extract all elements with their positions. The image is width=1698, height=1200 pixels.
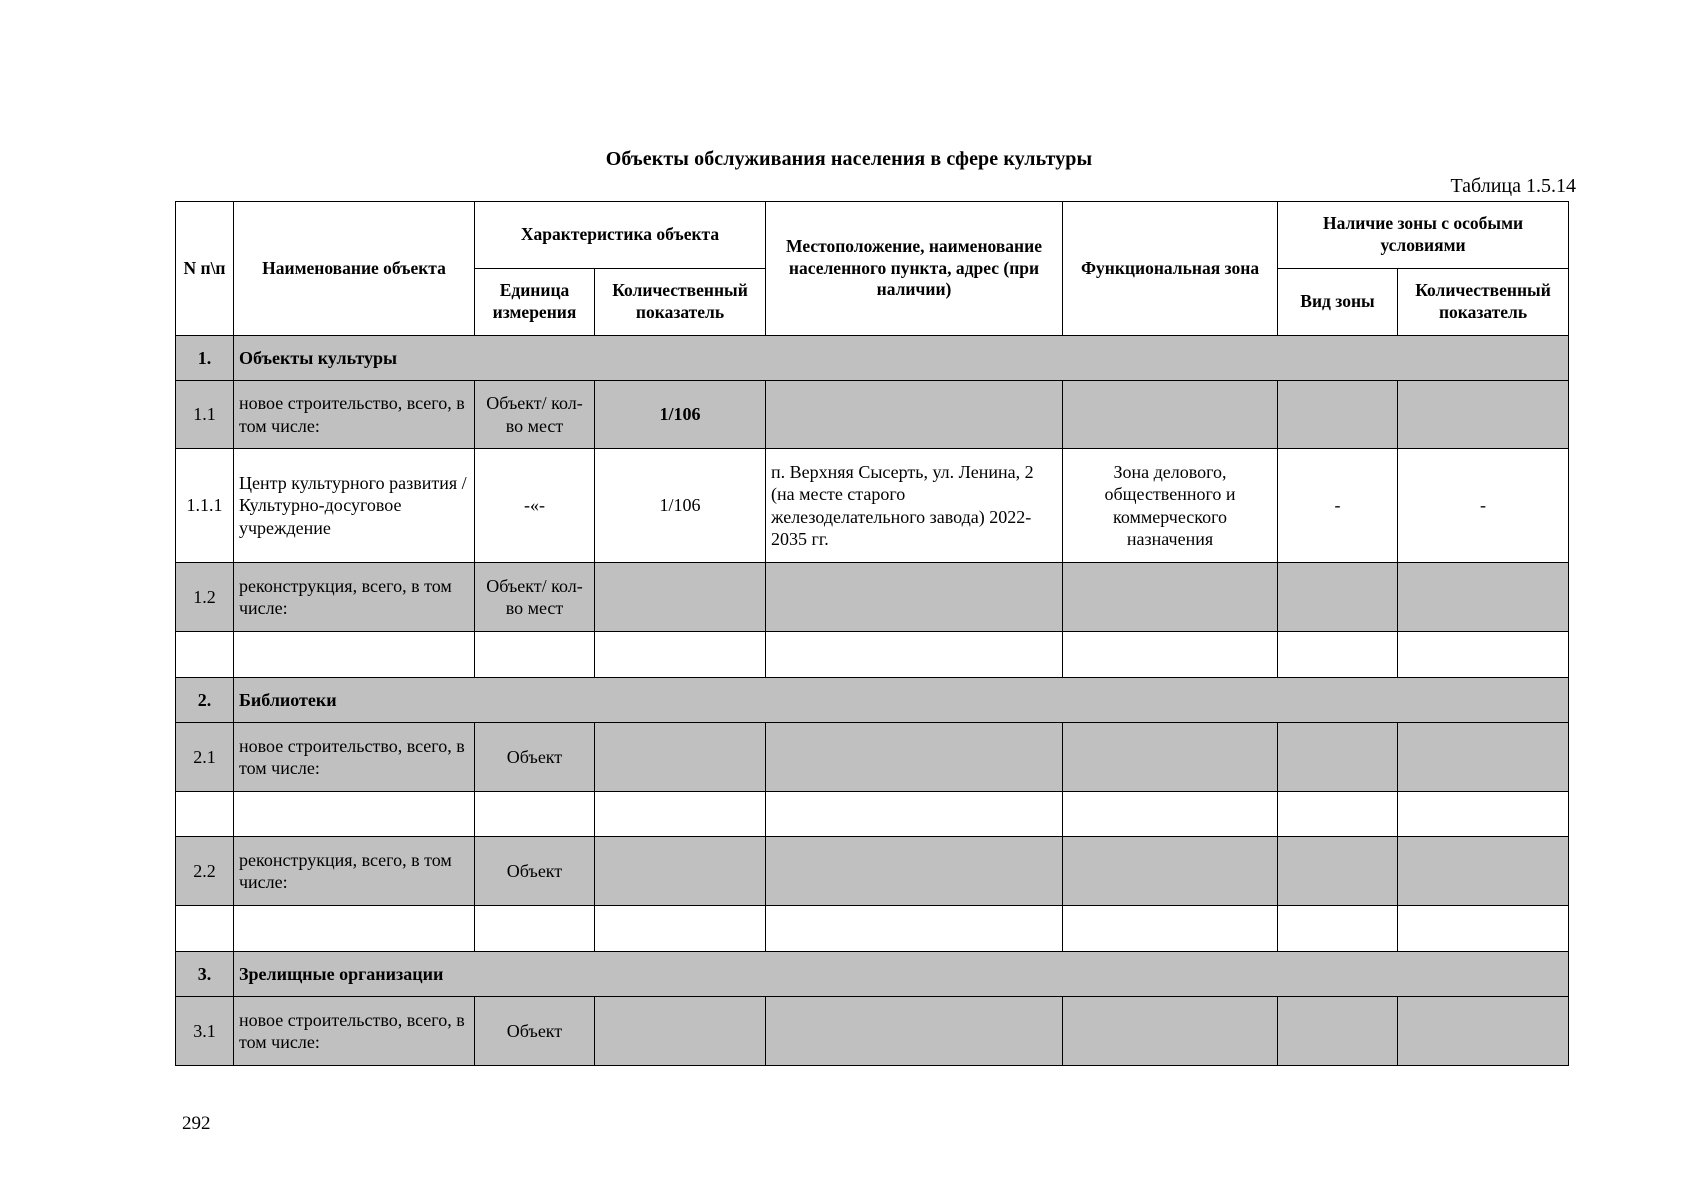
table-row — [176, 449, 1569, 563]
row-zone-type: - — [1278, 449, 1398, 563]
row-num: 1.1.1 — [176, 449, 234, 563]
section-num: 1. — [176, 336, 234, 381]
row-name: реконструкция, всего, в том числе: — [234, 563, 475, 632]
header-quantity: Количественный показатель — [595, 269, 766, 336]
header-row-1 — [176, 202, 1569, 269]
table-row — [176, 997, 1569, 1066]
header-num: N п\п — [176, 202, 234, 336]
table-row — [176, 723, 1569, 792]
row-unit: Объект/ кол-во мест — [475, 563, 595, 632]
row-unit: -«- — [475, 449, 595, 563]
row-zone-quantity: - — [1398, 449, 1569, 563]
section-label: Библиотеки — [234, 678, 1569, 723]
section-row — [176, 678, 1569, 723]
header-name: Наименование объекта — [234, 202, 475, 336]
section-num: 2. — [176, 678, 234, 723]
header-zone: Функциональная зона — [1063, 202, 1278, 336]
row-num: 2.2 — [176, 837, 234, 906]
row-location — [766, 563, 1063, 632]
row-num: 1.2 — [176, 563, 234, 632]
header-zone-type: Вид зоны — [1278, 269, 1398, 336]
row-unit: Объект — [475, 997, 595, 1066]
section-row — [176, 952, 1569, 997]
row-zone: Зона делового, общественного и коммерческого назначения — [1063, 449, 1278, 563]
header-special-zones: Наличие зоны с особыми условиями — [1278, 202, 1569, 269]
header-zone-quantity: Количественный показатель — [1398, 269, 1569, 336]
table-row — [176, 563, 1569, 632]
row-name: новое строительство, всего, в том числе: — [234, 723, 475, 792]
empty-row — [176, 792, 1569, 837]
table-row — [176, 837, 1569, 906]
row-quantity: 1/106 — [595, 449, 766, 563]
row-name: Центр культурного развития /Культурно-досуговое учреждение — [234, 449, 475, 563]
page-number: 292 — [182, 1113, 211, 1134]
empty-row — [176, 632, 1569, 678]
row-unit: Объект — [475, 837, 595, 906]
row-location: п. Верхняя Сысерть, ул. Ленина, 2 (на месте старого железоделательного завода) 2022-2035 гг. — [766, 449, 1063, 563]
section-row — [176, 336, 1569, 381]
row-quantity: 1/106 — [595, 381, 766, 449]
section-num: 3. — [176, 952, 234, 997]
row-num: 2.1 — [176, 723, 234, 792]
row-zone-type — [1278, 381, 1398, 449]
row-name: реконструкция, всего, в том числе: — [234, 837, 475, 906]
table-row — [176, 381, 1569, 449]
header-location: Местоположение, наименование населенного пункта, адрес (при наличии) — [766, 202, 1063, 336]
row-name: новое строительство, всего, в том числе: — [234, 997, 475, 1066]
row-num: 1.1 — [176, 381, 234, 449]
row-location — [766, 381, 1063, 449]
table-number: Таблица 1.5.14 — [1450, 175, 1576, 197]
row-zone — [1063, 563, 1278, 632]
row-quantity — [595, 563, 766, 632]
row-unit: Объект/ кол-во мест — [475, 381, 595, 449]
row-unit: Объект — [475, 723, 595, 792]
header-characteristics: Характеристика объекта — [475, 202, 766, 269]
row-num: 3.1 — [176, 997, 234, 1066]
row-zone-type — [1278, 563, 1398, 632]
empty-row — [176, 906, 1569, 952]
section-label: Зрелищные организации — [234, 952, 1569, 997]
row-name: новое строительство, всего, в том числе: — [234, 381, 475, 449]
row-zone — [1063, 381, 1278, 449]
culture-objects-table — [175, 201, 1569, 1066]
header-unit: Единица измерения — [475, 269, 595, 336]
document-title: Объекты обслуживания населения в сфере культуры — [605, 148, 1093, 170]
row-zone-quantity — [1398, 563, 1569, 632]
row-zone-quantity — [1398, 381, 1569, 449]
section-label: Объекты культуры — [234, 336, 1569, 381]
